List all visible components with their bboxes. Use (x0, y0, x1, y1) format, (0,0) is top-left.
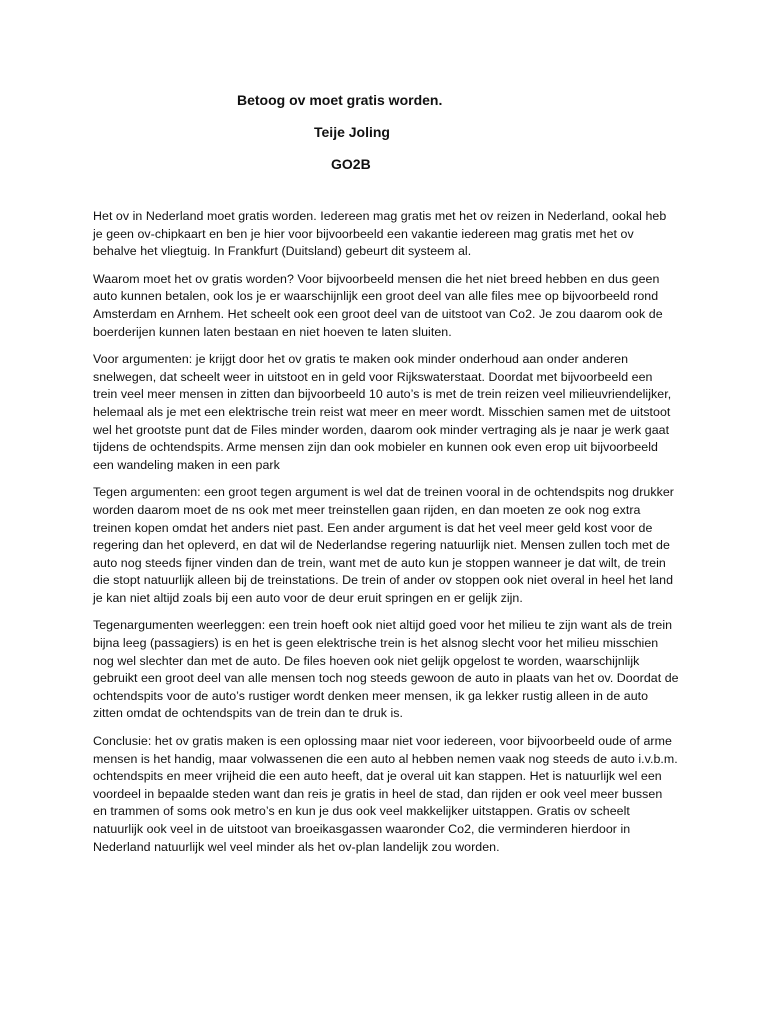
document-title: Betoog ov moet gratis worden. (237, 92, 443, 108)
paragraph-why: Waarom moet het ov gratis worden? Voor bijvoorbeeld mensen die het niet breed hebben en dus geen auto kunnen betalen, ook los je er waarschijnlijk een groot deel van alle files mee op bijvoorbeeld rond Amsterdam en Arnhem. Het scheelt ook een groot deel van de uitstoot van Co2. Je zou daarom ook de boerderijen kunnen laten bestaan en niet hoeven te laten sluiten. (93, 271, 663, 339)
author-name: Teije Joling (314, 124, 390, 140)
class-code: GO2B (331, 156, 371, 172)
paragraph-conclusion: Conclusie: het ov gratis maken is een oplossing maar niet voor iedereen, voor bijvoorbeeld oude of arme mensen is het handig, maar volwassenen die een auto al hebben nemen vaak nog steeds de auto i.v.b.m. ochtendspits en meer vrijheid die een auto heeft, dat je overal uit kan stappen. Het is natuurlijk wel een voordeel in bepaalde steden want dan reis je gratis in heel de stad, dan rijden er ook veel meer bussen en trammen of soms ook metro’s en kun je dus ook veel makkelijker uitstappen. Gratis ov scheelt natuurlijk ook veel in de uitstoot van broeikasgassen waaronder Co2, die verminderen hierdoor in Nederland natuurlijk wel veel minder als het ov-plan landelijk zou worden. (93, 734, 678, 854)
paragraph-counter-arguments: Tegen argumenten: een groot tegen argument is wel dat de treinen vooral in de ochtendspits nog drukker worden daarom moet de ns ook met meer treinstellen gaan rijden, en dan moeten ze ook nog extra treinen kopen omdat het anders niet past. Een ander argument is dat het veel meer geld kost voor de regering dan het opleverd, en dat wil de Nederlandse regering natuurlijk niet. Mensen zullen toch met de auto nog steeds fijner vinden dan de trein, want met de auto kun je stoppen wanneer je dat wilt, de trein die stopt natuurlijk alleen bij de treinstations. De trein of ander ov stoppen ook niet overal in heel het land je kan niet altijd zoals bij een auto voor de deur eruit springen en er gelijk zijn. (93, 485, 674, 605)
paragraph-rebuttal: Tegenargumenten weerleggen: een trein hoeft ook niet altijd goed voor het milieu te zijn want als de trein bijna leeg (passagiers) is en het is geen elektrische trein is het alsnog slecht voor het milieu misschien nog wel slechter dan met de auto. De files hoeven ook niet gelijk opgelost te worden, waarschijnlijk gebruikt een groot deel van alle mensen toch nog steeds gewoon de auto in plaats van het ov. Doordat de ochtendspits voor de auto’s rustiger wordt denken meer mensen, ik ga lekker rustig alleen in de auto zitten omdat de ochtendspits van de trein dan te druk is. (93, 618, 679, 721)
paragraph-pro-arguments: Voor argumenten: je krijgt door het ov gratis te maken ook minder onderhoud aan onder anderen snelwegen, dat scheelt weer in uitstoot en in geld voor Rijkswaterstaat. Doordat met bijvoorbeeld een trein veel meer mensen in zitten dan bijvoorbeeld 10 auto’s is met de trein reizen veel milieuvriendelijker, helemaal als je met een elektrische trein reist wat meer en meer wordt. Misschien samen met de uitstoot wel het grootste punt dat de Files minder worden, daarom ook minder vertraging als je naar je werk gaat tijdens de ochtendspits. Arme mensen zijn dan ook mobieler en kunnen ook even erop uit bijvoorbeeld een wandeling maken in een park (93, 352, 672, 472)
document-body (93, 208, 679, 866)
paragraph-intro: Het ov in Nederland moet gratis worden. Iedereen mag gratis met het ov reizen in Nederland, ookal heb je geen ov-chipkaart en ben je hier voor bijvoorbeeld een vakantie iedereen mag gratis met het ov behalve het vliegtuig. In Frankfurt (Duitsland) gebeurt dit systeem al. (93, 209, 667, 259)
